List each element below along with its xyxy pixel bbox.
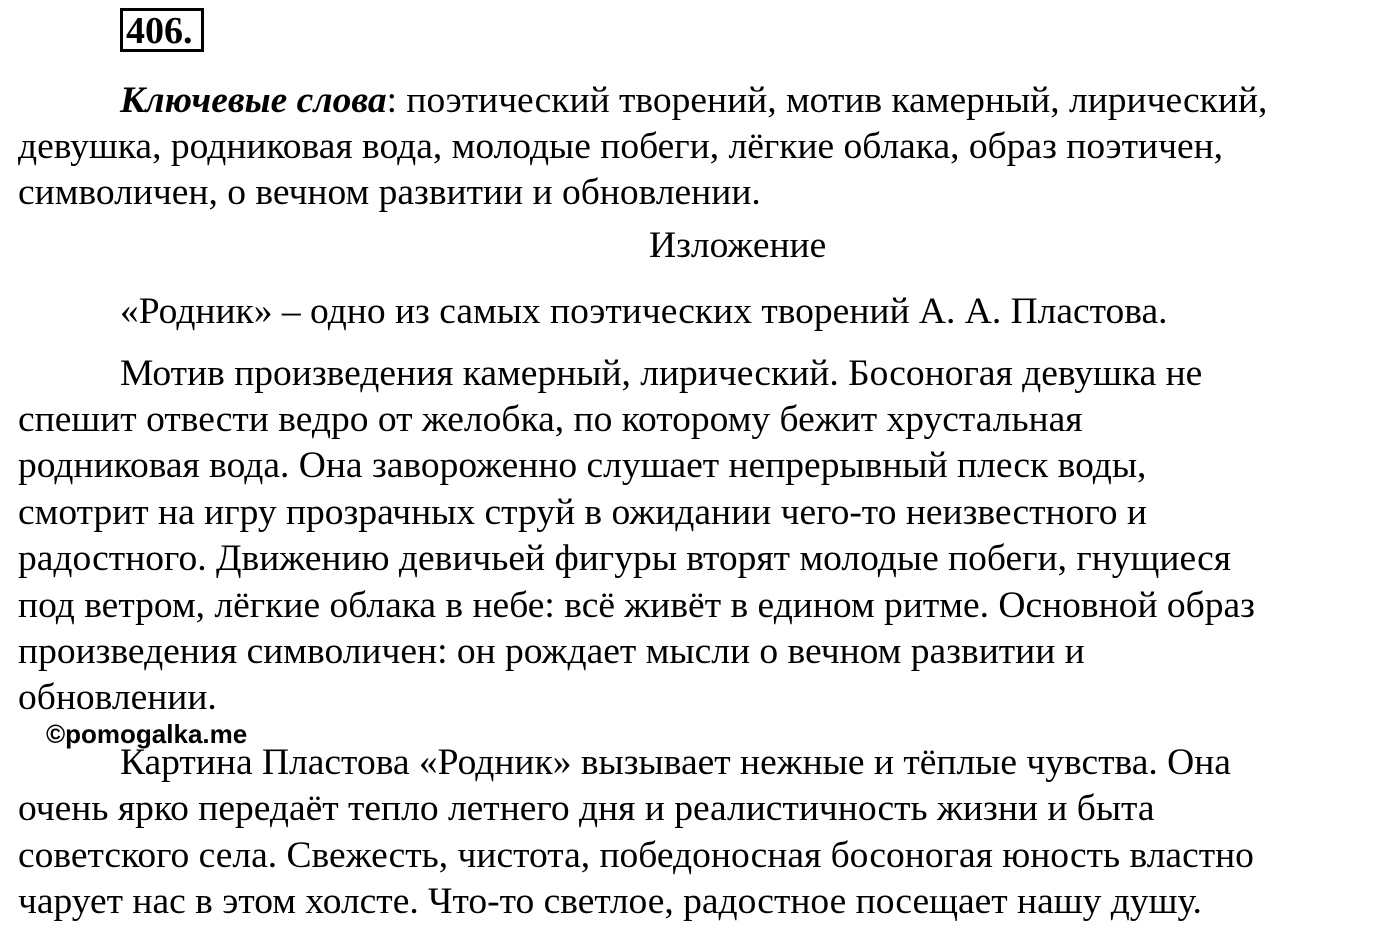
keywords-line-1 bbox=[120, 78, 1267, 124]
paragraph-3-line-2: очень ярко передаёт тепло летнего дня и реалистичность жизни и быта bbox=[18, 788, 1155, 829]
paragraph-1-line-1: «Родник» – одно из самых поэтических творений А. А. Пластова. bbox=[120, 291, 1168, 332]
paragraph-2-line-3: родниковая вода. Она завороженно слушает непрерывный плеск воды, bbox=[18, 445, 1147, 486]
keywords-label: Ключевые слова bbox=[120, 80, 387, 121]
paragraph-2-line-5: радостного. Движению девичьей фигуры вторят молодые побеги, гнущиеся bbox=[18, 538, 1231, 579]
paragraph-3-line-1: Картина Пластова «Родник» вызывает нежные и тёплые чувства. Она bbox=[120, 742, 1231, 783]
keywords-separator: : bbox=[386, 80, 397, 121]
keywords-line-3: символичен, о вечном развитии и обновлении. bbox=[18, 172, 761, 213]
watermark: ©pomogalka.me bbox=[46, 719, 248, 749]
paragraph-3-line-4: чарует нас в этом холсте. Что-то светлое, радостное посещает нашу душу. bbox=[18, 881, 1202, 922]
exercise-number: 406. bbox=[126, 10, 193, 52]
paragraph-2-line-8: обновлении. bbox=[18, 677, 217, 718]
paragraph-3-line-3: советского села. Свежесть, чистота, победоносная босоногая юность властно bbox=[18, 835, 1254, 876]
paragraph-2-line-7: произведения символичен: он рождает мысли о вечном развитии и bbox=[18, 631, 1085, 672]
section-heading: Изложение bbox=[649, 225, 827, 266]
paragraph-2-line-2: спешит отвести ведро от желобка, по которому бежит хрустальная bbox=[18, 399, 1083, 440]
paragraph-2-line-1: Мотив произведения камерный, лирический. Босоногая девушка не bbox=[120, 353, 1203, 394]
paragraph-2-line-6: под ветром, лёгкие облака в небе: всё живёт в едином ритме. Основной образ bbox=[18, 585, 1255, 626]
keywords-text-1: поэтический творений, мотив камерный, лирический, bbox=[397, 80, 1268, 121]
keywords-line-2: девушка, родниковая вода, молодые побеги, лёгкие облака, образ поэтичен, bbox=[18, 126, 1224, 167]
paragraph-2-line-4: смотрит на игру прозрачных струй в ожидании чего-то неизвестного и bbox=[18, 492, 1147, 533]
